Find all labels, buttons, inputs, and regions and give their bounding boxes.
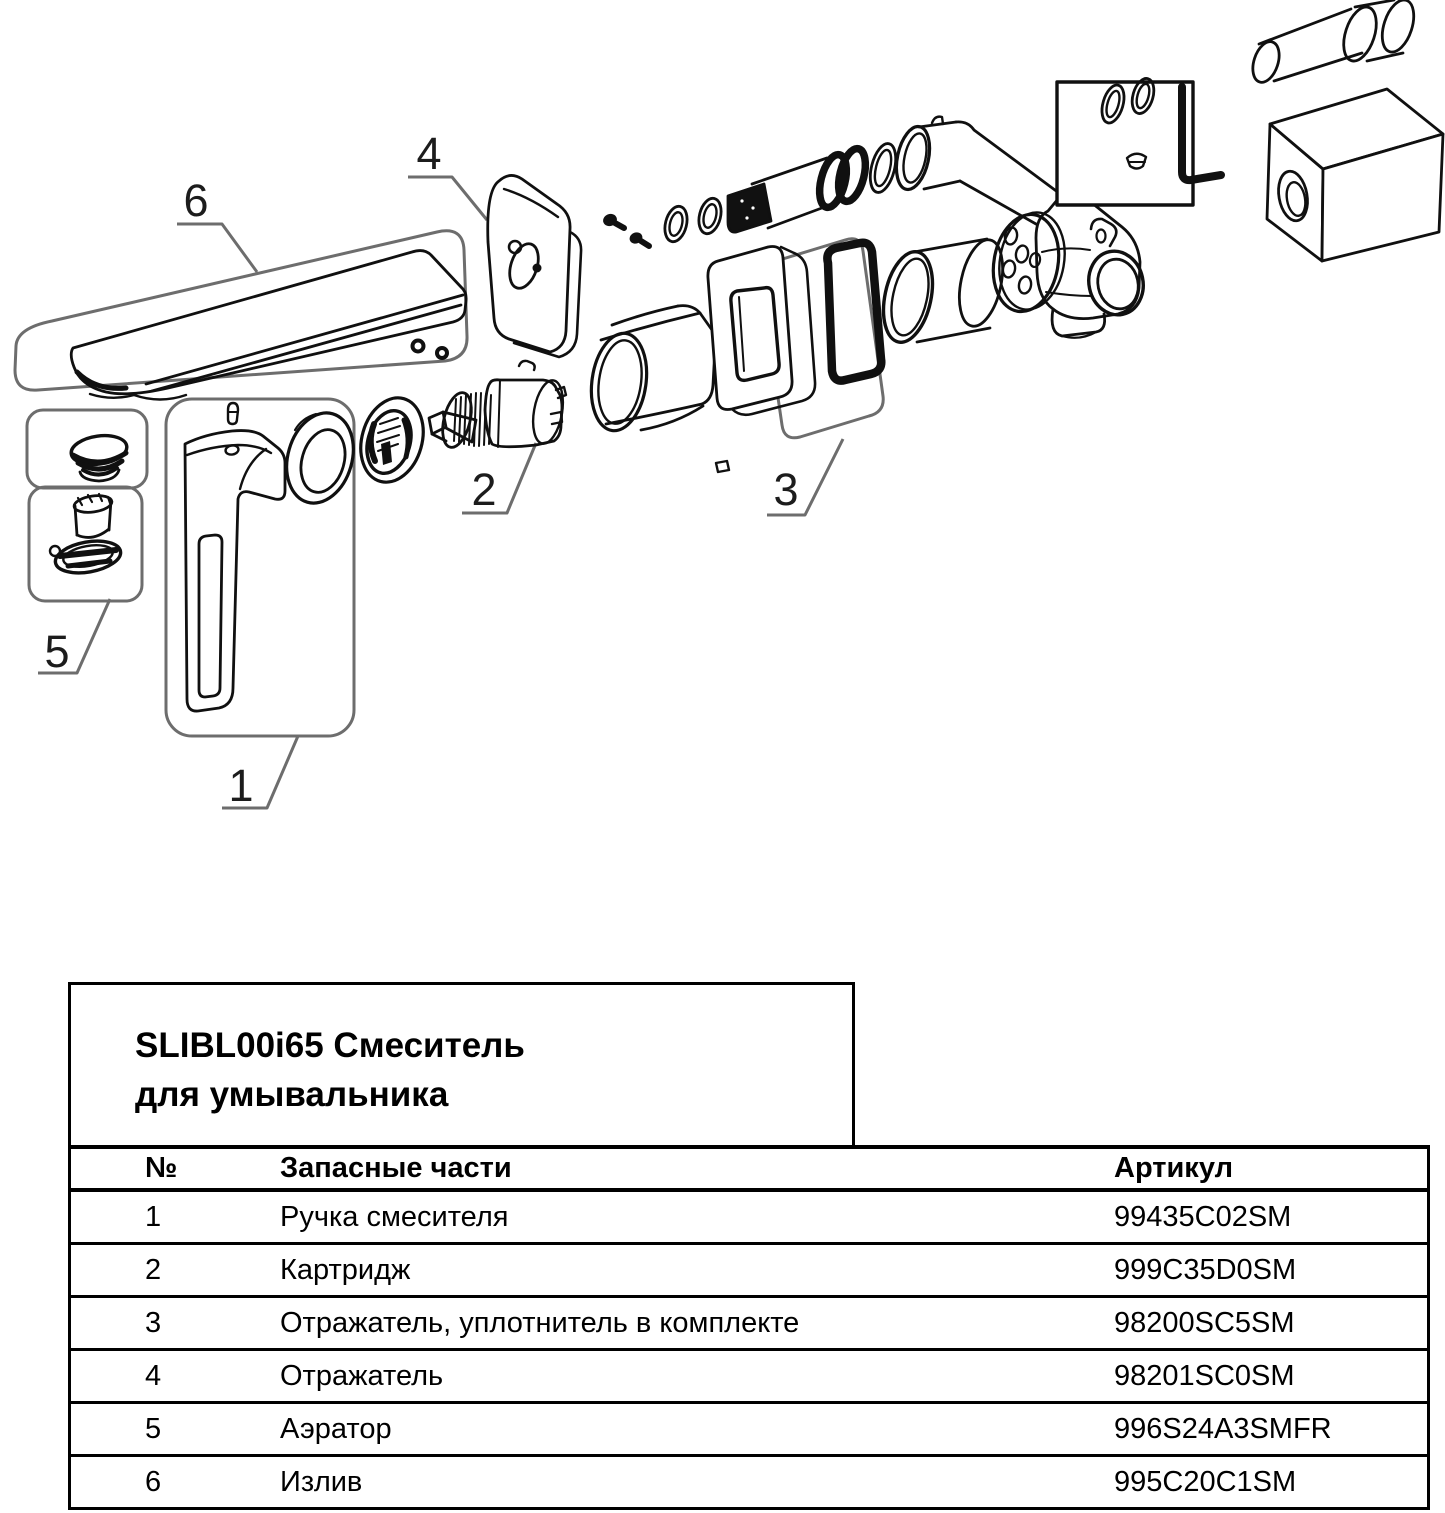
escutcheon-plate-drawing <box>488 175 581 357</box>
threaded-tube-drawing <box>728 146 870 232</box>
spout-drawing <box>71 251 466 400</box>
hex-adapter-drawing <box>585 306 715 435</box>
callout-box-aerator-insert <box>29 487 142 601</box>
product-title-line2: для умывальника <box>135 1075 449 1114</box>
callout-box-aerator-cap <box>27 410 147 488</box>
table-row <box>71 1404 1427 1457</box>
col-header-part: Запасные части <box>280 1152 512 1184</box>
cell-part-name: Ручка смесителя <box>280 1200 509 1233</box>
table-row <box>71 1298 1427 1351</box>
cell-part-name: Аэратор <box>280 1412 392 1445</box>
cell-number: 4 <box>145 1359 162 1392</box>
col-header-number: № <box>145 1152 178 1184</box>
col-header-sku: Артикул <box>1114 1152 1233 1184</box>
aerator-cap-drawing <box>69 432 128 481</box>
handle-drawing <box>185 403 285 711</box>
extension-piece-drawing <box>1248 0 1420 86</box>
cell-part-name: Картридж <box>280 1253 411 1286</box>
cell-sku: 996S24A3SMFR <box>1114 1412 1332 1445</box>
callout-label-3: 3 <box>773 464 799 515</box>
small-o-rings-drawing <box>661 196 724 244</box>
handle-sleeve-ring-drawing <box>277 405 364 511</box>
template-panel-drawing <box>1057 76 1221 205</box>
fixing-screws-drawing <box>601 212 649 246</box>
cell-sku: 98201SC0SM <box>1114 1359 1295 1392</box>
cell-number: 1 <box>145 1200 162 1233</box>
product-title-box <box>68 982 855 1145</box>
aerator-insert-drawing <box>50 493 123 577</box>
table-header-row <box>71 1149 1427 1192</box>
table-row <box>71 1192 1427 1245</box>
table-row <box>71 1245 1427 1298</box>
leader-line-4 <box>408 177 487 220</box>
cell-sku: 995C20C1SM <box>1114 1465 1297 1498</box>
callout-label-2: 2 <box>471 464 497 515</box>
cell-part-name: Отражатель <box>280 1359 444 1392</box>
spare-parts-table <box>68 1145 1430 1510</box>
cell-sku: 999C35D0SM <box>1114 1253 1297 1286</box>
cell-number: 6 <box>145 1465 162 1498</box>
cell-number: 3 <box>145 1306 162 1339</box>
leader-line-6 <box>177 224 257 272</box>
mounting-block-drawing <box>1267 89 1443 261</box>
cell-part-name: Отражатель, уплотнитель в комплекте <box>280 1306 800 1339</box>
wall-sleeve-drawing <box>876 236 1010 347</box>
product-title-line1: SLIBL00i65 Смеситель <box>135 1026 525 1065</box>
cell-part-name: Излив <box>280 1465 363 1498</box>
cell-sku: 98200SC5SM <box>1114 1306 1295 1339</box>
callout-label-4: 4 <box>416 128 442 179</box>
cartridge-drawing <box>429 361 567 450</box>
table-row <box>71 1351 1427 1404</box>
threaded-nut-drawing <box>351 390 432 489</box>
callout-label-1: 1 <box>228 760 254 811</box>
table-row <box>71 1457 1427 1507</box>
cell-number: 2 <box>145 1253 162 1286</box>
cell-number: 5 <box>145 1412 162 1445</box>
callout-label-6: 6 <box>183 175 209 226</box>
cell-sku: 99435C02SM <box>1114 1200 1292 1233</box>
callout-box-handle <box>166 399 354 736</box>
callout-label-5: 5 <box>44 626 70 677</box>
